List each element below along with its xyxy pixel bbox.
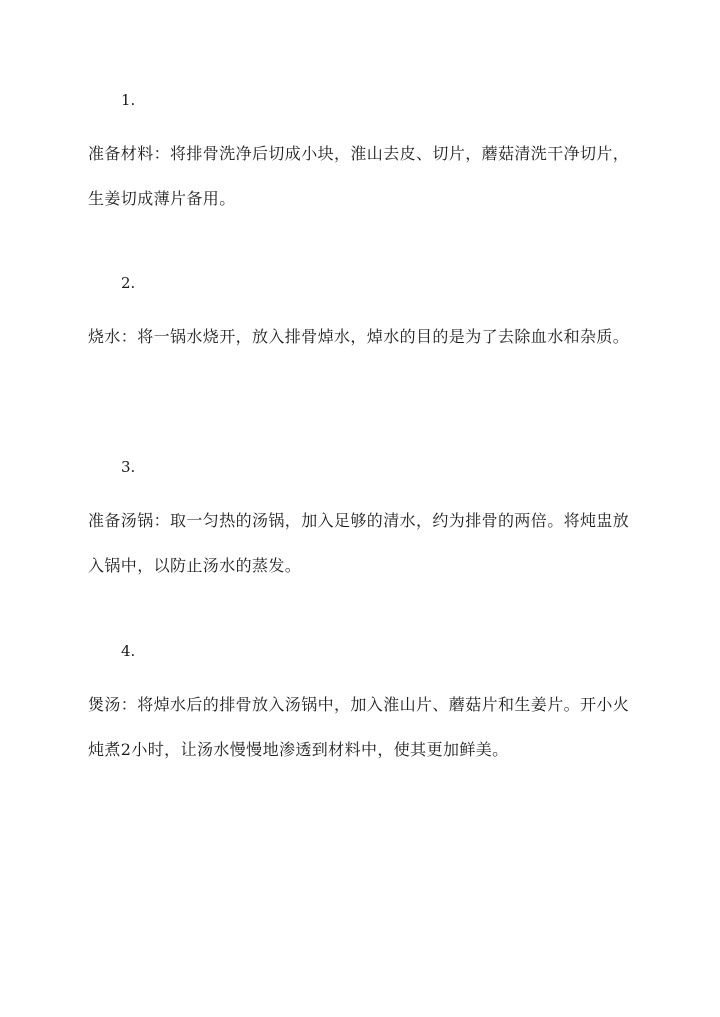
step-3 [88, 457, 644, 588]
step-number: 1. [121, 91, 136, 109]
step-number: 4. [121, 642, 136, 660]
step-text: 煲汤：将焯水后的排骨放入汤锅中，加入淮山片、蘑菇片和生姜片。开小火炖煮2小时，让汤水慢慢地渗透到材料中，使其更加鲜美。 [88, 695, 630, 759]
step-text: 准备汤锅：取一匀热的汤锅，加入足够的清水，约为排骨的两倍。将炖盅放入锅中，以防止汤水的蒸发。 [88, 511, 630, 575]
step-4 [88, 641, 644, 772]
step-text: 烧水：将一锅水烧开，放入排骨焯水，焯水的目的是为了去除血水和杂质。 [88, 327, 630, 346]
step-number: 3. [121, 458, 136, 476]
step-text: 准备材料：将排骨洗净后切成小块，淮山去皮、切片，蘑菇清洗干净切片，生姜切成薄片备用。 [88, 144, 630, 208]
step-number: 2. [121, 274, 136, 292]
step-1 [88, 90, 644, 221]
step-2 [88, 273, 644, 359]
